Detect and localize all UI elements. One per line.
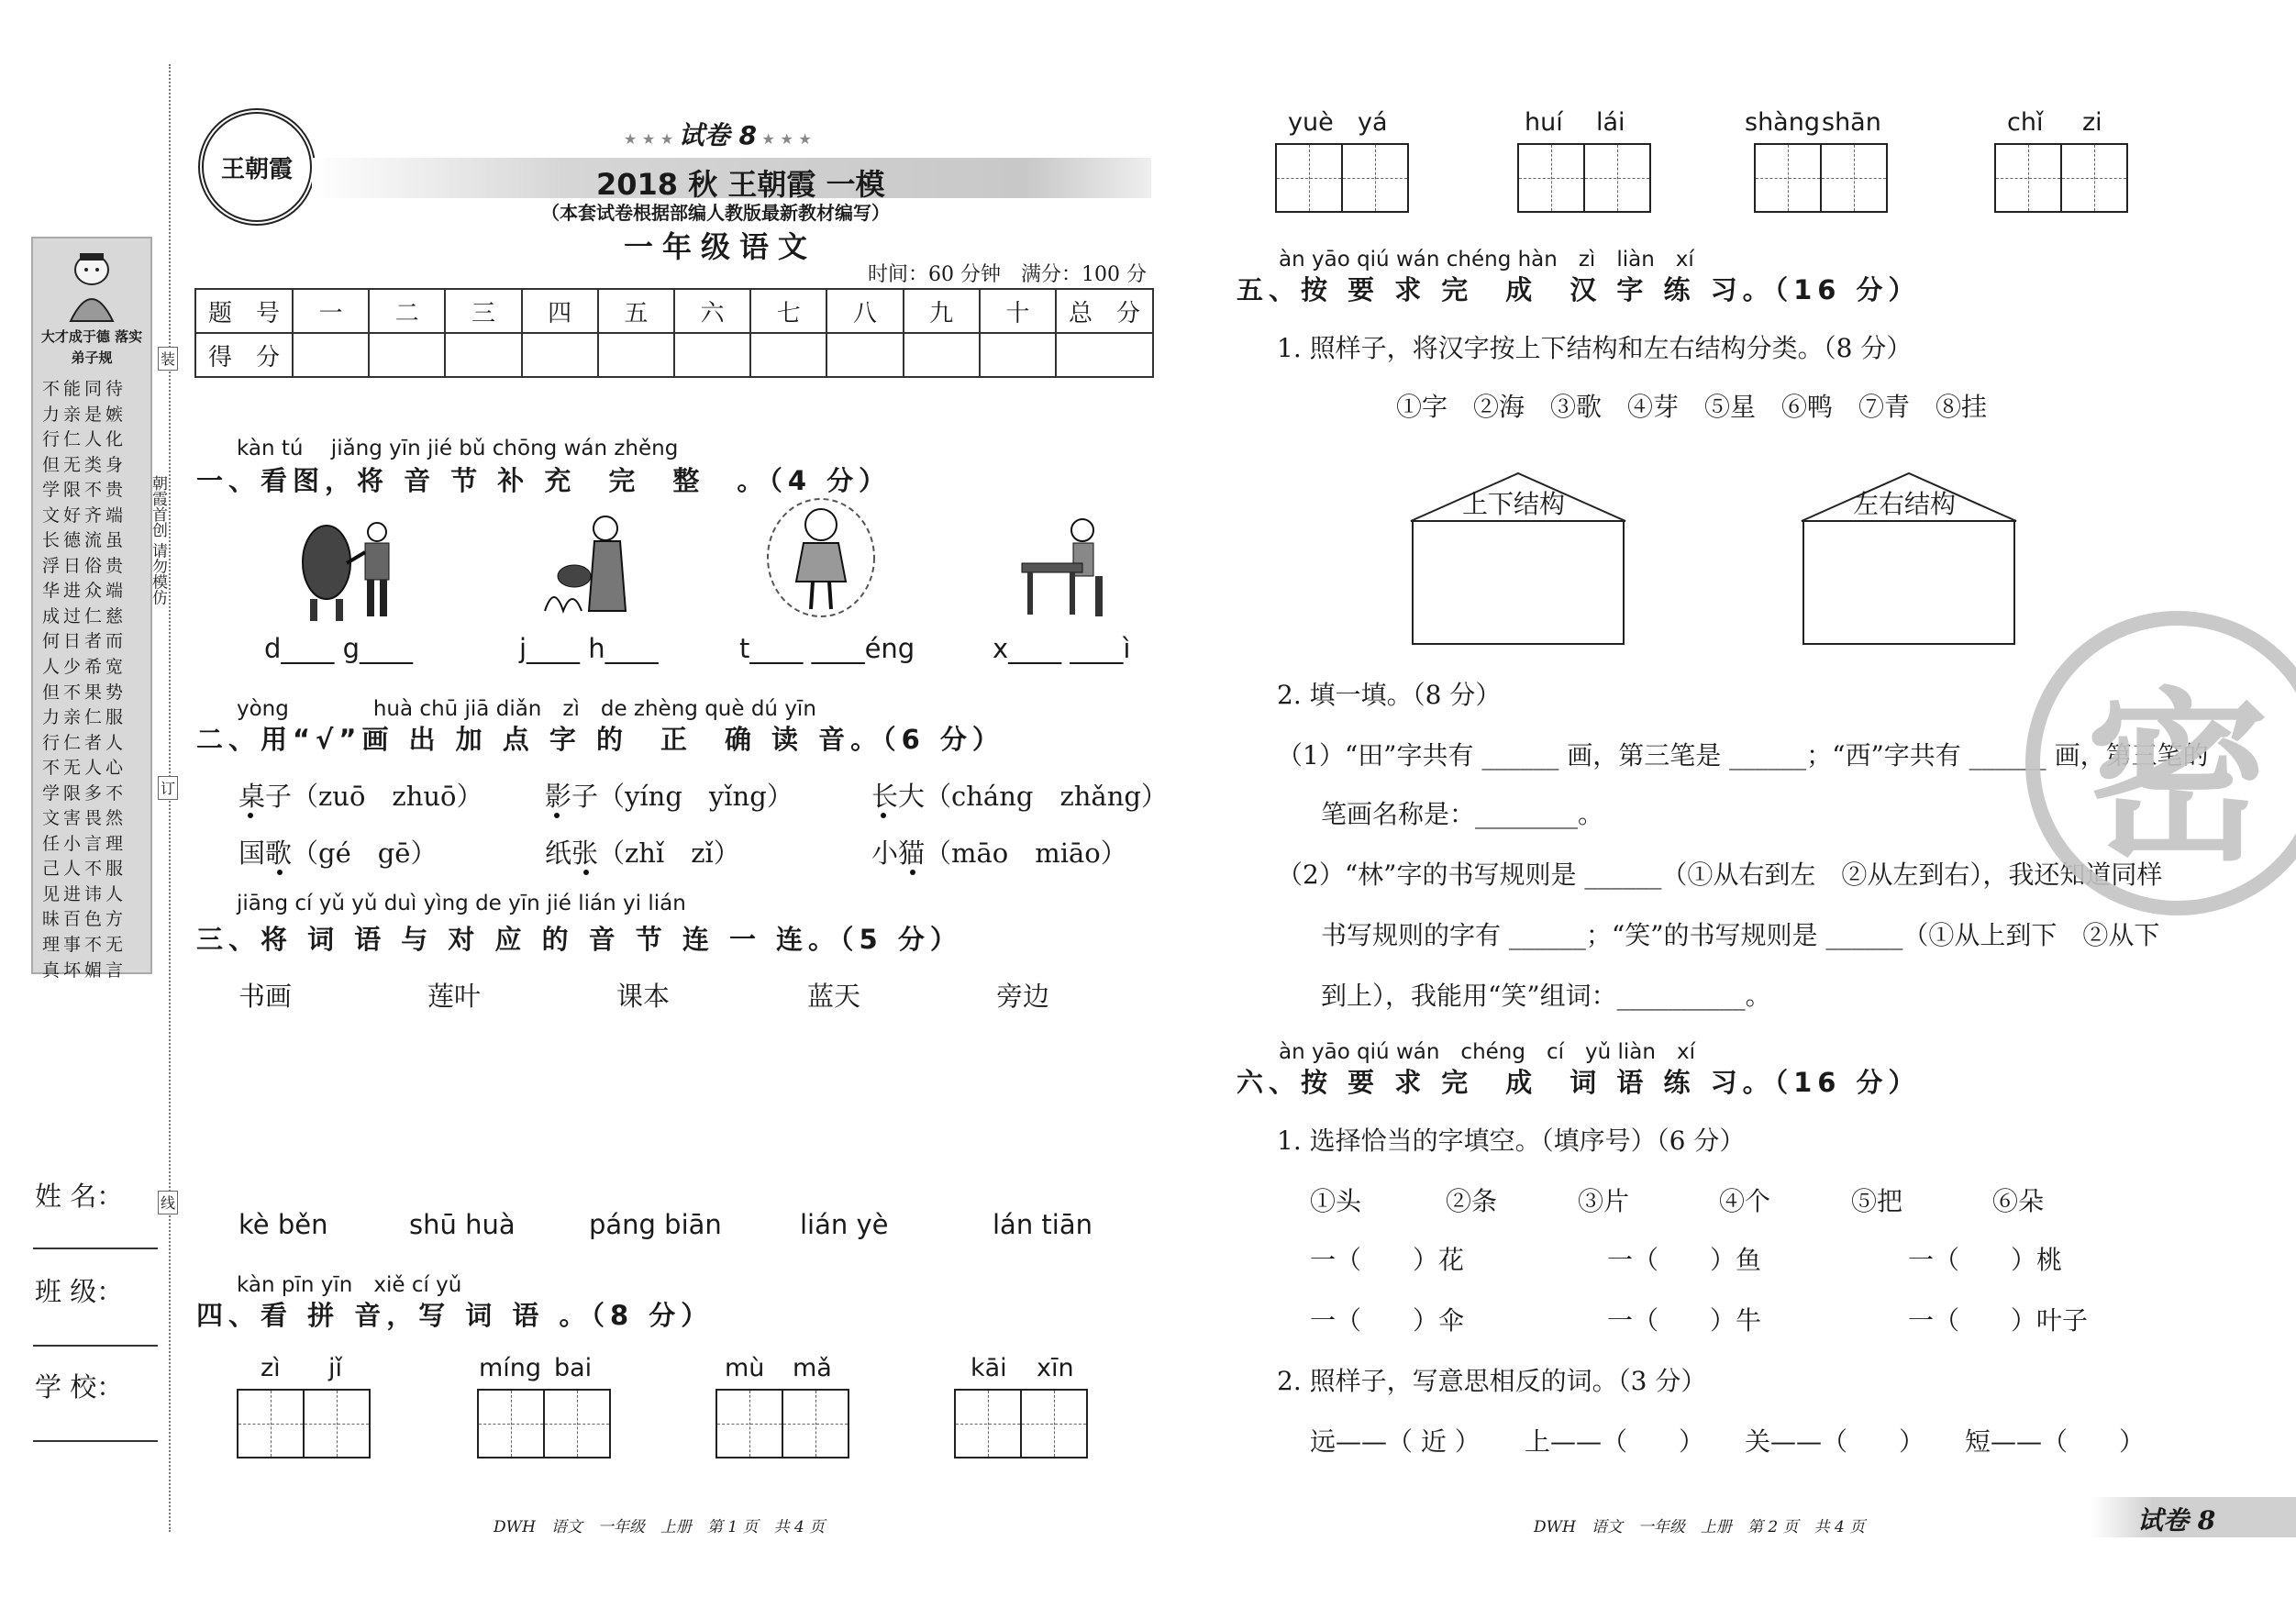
score-cell: 七 [750, 289, 826, 333]
emphasis-dot [583, 870, 589, 875]
q6-fill[interactable]: 一（ ）伞 [1310, 1305, 1465, 1336]
q3-word-3[interactable]: 课本 [616, 981, 671, 1012]
q1-pinyin: kàn tú jiǎng yīn jié bǔ chōng wán zhěng [237, 437, 679, 460]
class-label: 班 级： [35, 1276, 124, 1307]
q4-py-a: huí [1525, 108, 1563, 137]
q4-py-a: mù [725, 1354, 765, 1382]
q6-option: ①头 [1310, 1186, 1362, 1216]
q6-fill[interactable]: 一（ ）花 [1310, 1245, 1465, 1275]
house-label-2: 左右结构 [1853, 489, 1957, 519]
house-shape-2[interactable] [1800, 471, 2018, 646]
q3-word-4[interactable]: 蓝天 [807, 981, 861, 1012]
q2-item-3[interactable]: 长大（cháng zhǎng） [871, 781, 1168, 812]
q6-fill[interactable]: 一（ ）桃 [1908, 1245, 2063, 1275]
q3-pinyin: jiāng cí yǔ yǔ duì yìng de yīn jié lián yi lián [237, 892, 686, 915]
q6-antonym[interactable]: 短——（ ） [1965, 1426, 2146, 1457]
footer-right: DWH 语文 一年级 上册 第 2 页 共 4 页 [1534, 1518, 1866, 1536]
q2-item-2[interactable]: 影子（yíng yǐng） [545, 781, 793, 812]
q3-pinyin-5[interactable]: lán tiān [993, 1209, 1093, 1240]
q6-option: ⑥朵 [1992, 1186, 2045, 1216]
binding-mark-zhuang: 装 [158, 347, 178, 371]
binding-mark-ding: 订 [158, 776, 178, 800]
name-field[interactable] [33, 1248, 158, 1249]
q5-line3[interactable]: （2）“林”字的书写规则是 ______（①从右到左 ②从左到右），我还知道同样 [1277, 859, 2163, 890]
time-info: 时间：60 分钟 满分：100 分 [868, 263, 1147, 286]
brand-logo [198, 108, 316, 226]
badge-stars: ★ ★ ★ [624, 130, 679, 148]
writing-grid[interactable] [237, 1389, 371, 1458]
q3-pinyin-3[interactable]: páng biān [589, 1209, 722, 1240]
q5-pinyin: àn yāo qiú wán chéng hàn zì liàn xí [1279, 248, 1694, 272]
q4-py-b: xīn [1037, 1354, 1074, 1382]
sidebar-poem: 不能同待 力亲是嫉 行仁人化 但无类身 学限不贵 文好齐端 长德流虽 浮日俗贵 华进众端 成过仁慈 何日者而 人少希宽 但不果势 力亲仁服 行仁者人 不无人心 学限多不 文害畏然 任小言理 己人不服 见进讳人 昧百色方 理事不无 真坏媚言 [42, 379, 128, 981]
binding-mark-xian: 线 [158, 1191, 178, 1214]
school-label: 学 校： [35, 1371, 124, 1403]
writing-picture [1016, 510, 1117, 620]
sidebar-motto: 大才成于德 落实弟子规 [40, 328, 143, 366]
q2-item-5[interactable]: 纸张（zhǐ zǐ） [545, 837, 740, 869]
writing-grid[interactable] [1275, 143, 1409, 213]
score-input[interactable] [369, 333, 445, 377]
q4-pinyin: kàn pīn yīn xiě cí yǔ [237, 1273, 462, 1297]
q2-item-1[interactable]: 桌子（zuō zhuō） [238, 781, 483, 812]
q4-py-b: lái [1596, 108, 1625, 137]
badge-text: 试卷 8 [678, 120, 757, 150]
q5-line4[interactable]: 书写规则的字有 ______；“笑”的书写规则是 ______（①从上到下 ②从下 [1321, 920, 2160, 950]
q3-title: 三、将 词 语 与 对 应 的 音 节 连 一 连。（5 分） [196, 924, 962, 955]
q6-fill[interactable]: 一（ ）鱼 [1607, 1245, 1762, 1275]
score-cell: 八 [826, 289, 903, 333]
watermark-char: 密 [2085, 671, 2269, 886]
writing-grid[interactable] [477, 1389, 611, 1458]
q6-fill[interactable]: 一（ ）牛 [1607, 1305, 1762, 1336]
q1-blank-3[interactable]: t____ ____éng [739, 633, 915, 664]
score-cell: 六 [674, 289, 750, 333]
score-cell: 九 [904, 289, 980, 333]
score-cell: 三 [445, 289, 521, 333]
q2-item-4[interactable]: 国歌（gé gē） [238, 837, 438, 869]
q4-py-a: shàng [1745, 108, 1820, 137]
logo-text: 王朝霞 [220, 155, 293, 183]
school-field[interactable] [33, 1440, 158, 1442]
q6-antonym[interactable]: 关——（ ） [1745, 1426, 1925, 1457]
q5-title: 五、按 要 求 完 成 汉 字 练 习。（16 分） [1237, 274, 1921, 305]
q1-blank-2[interactable]: j____ h____ [519, 633, 659, 664]
jump-rope-picture [761, 494, 881, 622]
exam-badge [624, 116, 812, 152]
emphasis-dot [277, 870, 283, 875]
score-input[interactable] [522, 333, 598, 377]
q6-antonym[interactable]: 远——（ 近 ） [1310, 1426, 1481, 1457]
writing-grid[interactable] [954, 1389, 1088, 1458]
q4-py-b: mǎ [793, 1354, 832, 1382]
emphasis-dot [554, 813, 560, 818]
score-input[interactable] [750, 333, 826, 377]
score-row-label: 得 分 [195, 333, 293, 377]
footer-left: DWH 语文 一年级 上册 第 1 页 共 4 页 [494, 1518, 826, 1536]
house-label-1: 上下结构 [1462, 489, 1566, 519]
q5-line1[interactable]: （1）“田”字共有 ______ 画，第三笔是 ______；“西”字共有 ______ 画，第三笔的 [1277, 740, 2209, 771]
score-input[interactable] [598, 333, 674, 377]
class-field[interactable] [33, 1345, 158, 1347]
q6-option: ④个 [1719, 1186, 1771, 1216]
name-label: 姓 名： [35, 1181, 124, 1212]
score-cell: 二 [369, 289, 445, 333]
writing-grid[interactable] [1754, 143, 1888, 213]
q6-option: ②条 [1446, 1186, 1498, 1216]
q3-word-2[interactable]: 莲叶 [427, 981, 482, 1012]
score-value-row [195, 333, 1153, 377]
q3-pinyin-2[interactable]: shū huà [409, 1209, 516, 1240]
score-cell: 四 [522, 289, 598, 333]
score-input[interactable] [445, 333, 521, 377]
q4-title: 四、看 拼 音，写 词 语 。（8 分） [196, 1300, 714, 1331]
emphasis-dot [910, 870, 915, 875]
exam-title: 2018 秋 王朝霞 一模 [596, 167, 885, 202]
emphasis-dot [881, 813, 886, 818]
q4-py-b: bai [554, 1354, 593, 1382]
drum-picture [290, 512, 400, 622]
q2-item-6[interactable]: 小猫（māo miāo） [871, 837, 1127, 869]
q2-title: 二、用“√”画 出 加 点 字 的 正 确 读 音。（6 分） [196, 724, 1004, 755]
q6-title: 六、按 要 求 完 成 词 语 练 习。（16 分） [1237, 1067, 1921, 1098]
writing-grid[interactable] [1994, 143, 2128, 213]
scholar-figure [60, 250, 124, 323]
score-input[interactable] [1056, 333, 1153, 377]
q6-fill[interactable]: 一（ ）叶子 [1908, 1305, 2089, 1336]
copyright-note: 朝霞首创 请勿模仿 [148, 475, 167, 605]
q4-py-b: shān [1822, 108, 1881, 137]
q4-py-a: míng [479, 1354, 542, 1382]
q4-py-b: zi [2082, 108, 2102, 137]
score-input[interactable] [674, 333, 750, 377]
score-header-row [195, 289, 1153, 333]
score-input[interactable] [980, 333, 1056, 377]
score-input[interactable] [904, 333, 980, 377]
writing-grid[interactable] [1517, 143, 1651, 213]
score-input[interactable] [826, 333, 903, 377]
score-cell: 题 号 [195, 289, 293, 333]
score-cell: 五 [598, 289, 674, 333]
q6-sub2: 2. 照样子，写意思相反的词。（3 分） [1277, 1366, 1707, 1396]
q3-word-5[interactable]: 旁边 [996, 981, 1050, 1012]
badge-stars-right: ★ ★ ★ [756, 130, 812, 148]
q3-pinyin-1[interactable]: kè běn [238, 1209, 328, 1240]
q4-py-b: jǐ [328, 1354, 343, 1382]
footer-badge: 试卷 8 [2137, 1505, 2216, 1536]
house-shape-1[interactable] [1409, 471, 1627, 646]
q4-py-a: zì [261, 1354, 281, 1382]
exam-subtitle: （本套试卷根据部编人教版最新教材编写） [541, 202, 890, 224]
q6-sub1: 1. 选择恰当的字填空。（填序号）（6 分） [1277, 1126, 1746, 1156]
q6-option: ⑤把 [1851, 1186, 1903, 1216]
emphasis-dot [248, 813, 253, 818]
score-cell: 一 [293, 289, 369, 333]
q5-line5[interactable]: 到上），我能用“笑”组词：__________。 [1321, 981, 1771, 1011]
q6-antonym[interactable]: 上——（ ） [1525, 1426, 1705, 1457]
score-table [194, 288, 1154, 378]
q5-chars: ①字 ②海 ③歌 ④芽 ⑤星 ⑥鸭 ⑦青 ⑧挂 [1396, 392, 1988, 422]
q5-line2[interactable]: 笔画名称是：________。 [1321, 799, 1604, 829]
q3-word-1[interactable]: 书画 [238, 981, 293, 1012]
score-cell: 十 [980, 289, 1056, 333]
watering-picture [541, 510, 642, 620]
q6-pinyin: àn yāo qiú wán chéng cí yǔ liàn xí [1279, 1040, 1695, 1064]
q1-blank-4[interactable]: x____ ____ì [993, 633, 1131, 664]
subject-title: 一年级语文 [624, 229, 817, 264]
q4-py-a: kāi [971, 1354, 1007, 1382]
q4-py-b: yá [1358, 108, 1388, 137]
q3-pinyin-4[interactable]: lián yè [800, 1209, 889, 1240]
q4-py-a: chǐ [2007, 108, 2044, 137]
sidebar-panel [31, 237, 152, 981]
q5-sub1: 1. 照样子，将汉字按上下结构和左右结构分类。（8 分） [1277, 333, 1913, 363]
writing-grid[interactable] [715, 1389, 849, 1458]
q4-py-a: yuè [1288, 108, 1334, 137]
q1-blank-1[interactable]: d____ g____ [264, 633, 414, 664]
score-input[interactable] [293, 333, 369, 377]
q1-title: 一、看图，将 音 节 补 充 完 整 。（4 分） [196, 465, 892, 496]
q6-option: ③片 [1578, 1186, 1630, 1216]
q5-sub2: 2. 填一填。（8 分） [1277, 680, 1502, 710]
score-cell: 总 分 [1056, 289, 1153, 333]
q2-pinyin: yòng huà chū jiā diǎn zì de zhèng què dú yīn [237, 697, 816, 721]
